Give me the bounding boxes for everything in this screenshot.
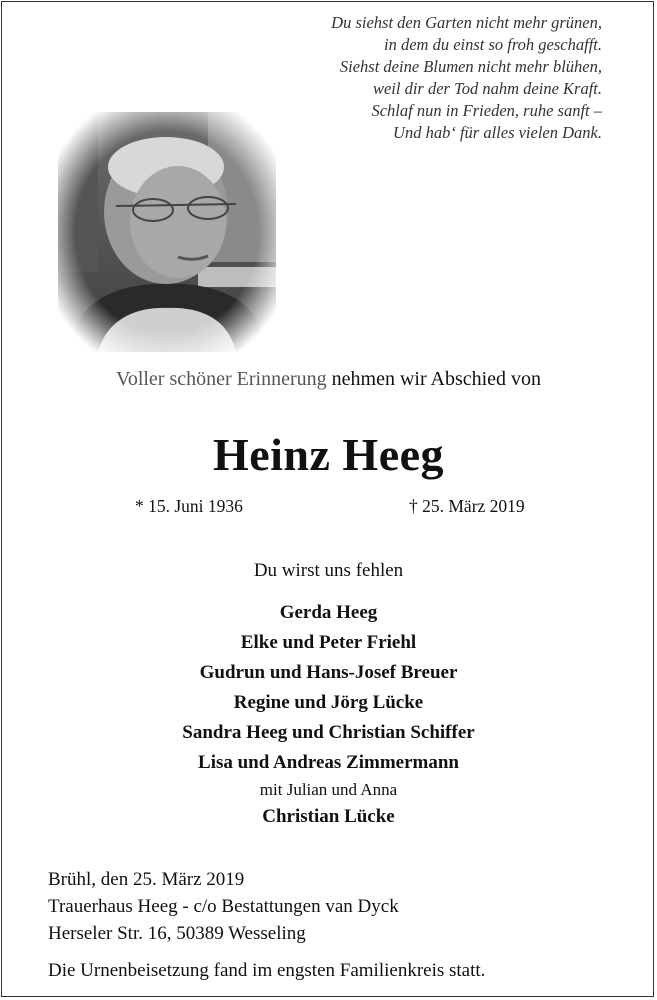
intro-text bbox=[0, 368, 657, 391]
mourner-line: Gerda Heeg bbox=[279, 602, 378, 623]
address-block bbox=[48, 866, 399, 947]
poem-line: weil dir der Tod nahm deine Kraft. bbox=[372, 79, 602, 98]
mourner-line: Regine und Jörg Lücke bbox=[233, 692, 424, 713]
mourner-line: Gudrun und Hans-Josef Breuer bbox=[199, 662, 458, 683]
birth-date: * 15. Juni 1936 bbox=[135, 496, 243, 516]
intro-part-1: Voller schöner Erinnerung bbox=[115, 368, 327, 390]
mourners-list bbox=[0, 598, 657, 832]
death-date: † 25. März 2019 bbox=[409, 496, 525, 516]
poem-line: in dem du einst so froh geschafft. bbox=[384, 35, 602, 54]
poem-line: Schlaf nun in Frieden, ruhe sanft – bbox=[371, 101, 602, 120]
poem-line: Siehst deine Blumen nicht mehr blühen, bbox=[339, 57, 602, 76]
mourner-line: Elke und Peter Friehl bbox=[240, 632, 417, 653]
mourning-house: Trauerhaus Heeg - c/o Bestattungen van Dyck bbox=[48, 896, 399, 917]
mourner-line: Sandra Heeg und Christian Schiffer bbox=[182, 722, 475, 743]
burial-note: Die Urnenbeisetzung fand im engsten Familienkreis statt. bbox=[48, 960, 486, 981]
mourner-line: Lisa und Andreas Zimmermann bbox=[198, 752, 459, 773]
portrait-photo bbox=[58, 112, 276, 352]
mourner-line: mit Julian und Anna bbox=[259, 780, 398, 799]
poem-line: Du siehst den Garten nicht mehr grünen, bbox=[331, 13, 602, 32]
deceased-name: Heinz Heeg bbox=[212, 429, 445, 480]
intro-part-2: nehmen wir Abschied von bbox=[326, 368, 542, 390]
poem bbox=[331, 12, 602, 144]
poem-line: Und hab‘ für alles vielen Dank. bbox=[393, 123, 602, 142]
mourner-line: Christian Lücke bbox=[262, 806, 395, 827]
farewell-line: Du wirst uns fehlen bbox=[253, 560, 404, 581]
address: Herseler Str. 16, 50389 Wesseling bbox=[48, 923, 306, 944]
place-date: Brühl, den 25. März 2019 bbox=[48, 869, 245, 890]
